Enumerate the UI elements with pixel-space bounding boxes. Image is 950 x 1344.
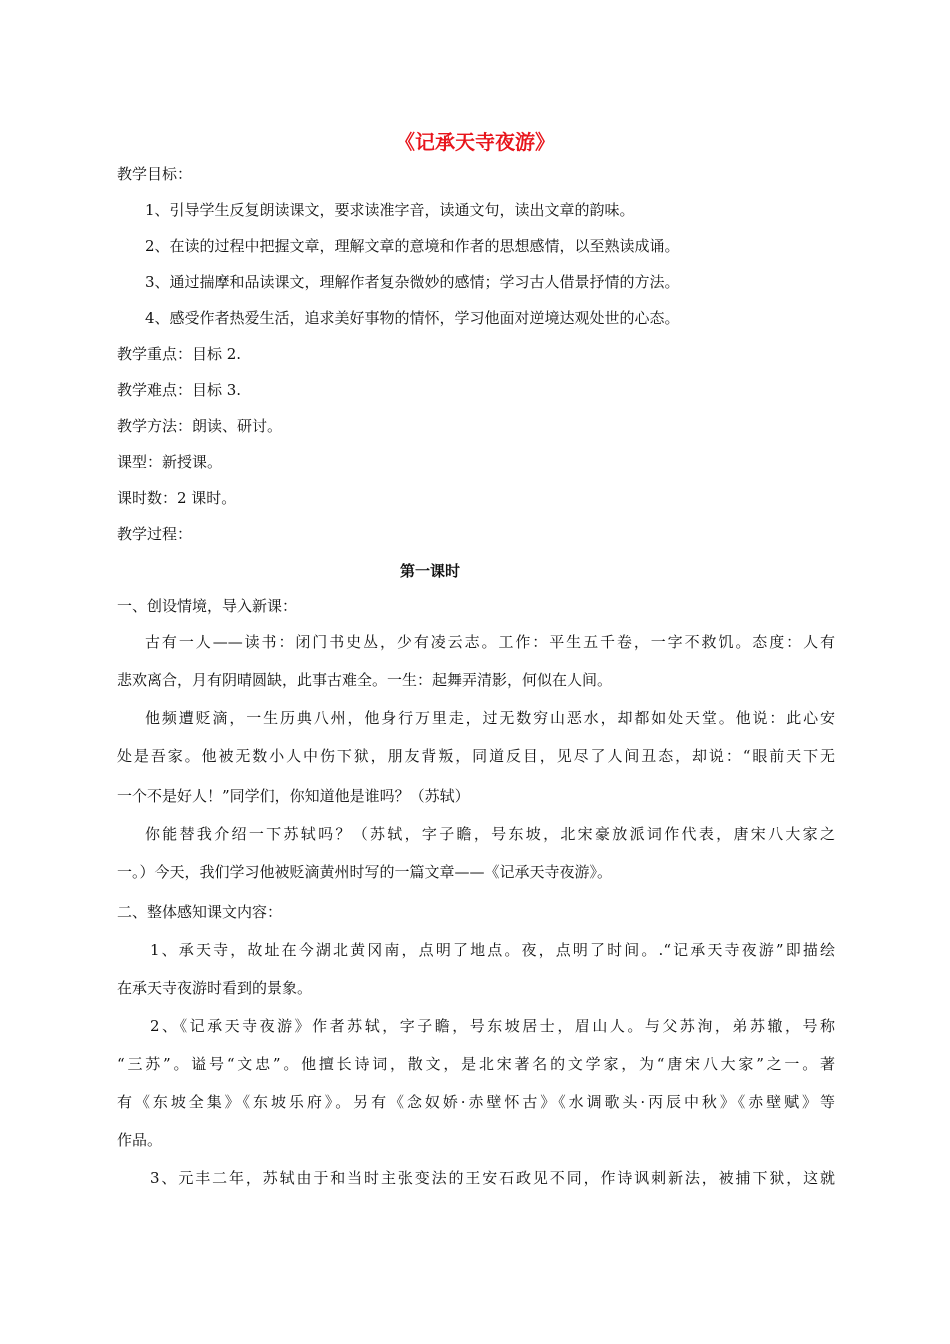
objective-item: 2、在读的过程中把握文章，理解文章的意境和作者的思想感情，以至熟读成诵。 (145, 237, 680, 255)
teaching-method: 教学方法：朗读、研讨。 (117, 417, 283, 435)
objective-item: 4、感受作者热爱生活，追求美好事物的情怀，学习他面对逆境达观处世的心态。 (145, 309, 680, 327)
paragraph-line: 悲欢离合，月有阴晴圆缺，此事古难全。一生：起舞弄清影，何似在人间。 (117, 671, 613, 689)
paragraph-line: “三苏”。谥号“文忠”。他擅长诗词，散文，是北宋著名的文学家，为“唐宋八大家”之一。著 (117, 1055, 835, 1073)
paragraph-line: 处是吾家。他被无数小人中伤下狱，朋友背叛，同道反目，见尽了人间丑态，却说：“眼前天下无 (117, 747, 835, 765)
objectives-heading: 教学目标： (117, 165, 193, 183)
paragraph-line: 作品。 (117, 1131, 163, 1149)
process-heading: 教学过程： (117, 525, 193, 543)
paragraph-line: 一。）今天，我们学习他被贬滴黄州时写的一篇文章——《记承天寺夜游》。 (117, 863, 613, 881)
paragraph-line: 1、承天寺，故址在今湖北黄冈南，点明了地点。夜，点明了时间。.“记承天寺夜游”即描绘 (150, 941, 835, 959)
section-heading: 一、创设情境，导入新课： (117, 597, 298, 615)
lesson-hours: 课时数：2 课时。 (117, 489, 237, 507)
paragraph-line: 2、《记承天寺夜游》作者苏轼，字子瞻，号东坡居士，眉山人。与父苏洵，弟苏辙，号称 (150, 1017, 835, 1035)
key-point: 教学重点：目标 2. (117, 345, 242, 363)
paragraph-line: 古有一人——读书：闭门书史丛，少有凌云志。工作：平生五千卷，一字不救饥。态度：人有 (145, 633, 835, 651)
document-title: 《记承天寺夜游》 (395, 130, 555, 154)
paragraph-line: 有《东坡全集》《东坡乐府》。另有《念奴娇·赤壁怀古》《水调歌头·丙辰中秋》《赤壁赋》等 (117, 1093, 835, 1111)
objective-item: 3、通过揣摩和品读课文，理解作者复杂微妙的感情；学习古人借景抒情的方法。 (145, 273, 680, 291)
session-title: 第一课时 (399, 562, 460, 580)
paragraph-line: 他频遭贬滴，一生历典八州，他身行万里走，过无数穷山恶水，却都如处天堂。他说：此心安 (145, 709, 835, 727)
objective-item: 1、引导学生反复朗读课文，要求读准字音，读通文句，读出文章的韵味。 (145, 201, 635, 219)
paragraph-line: 3、元丰二年，苏轼由于和当时主张变法的王安石政见不同，作诗讽刺新法，被捕下狱，这就 (150, 1169, 835, 1187)
lesson-type: 课型：新授课。 (117, 453, 223, 471)
paragraph-line: 你能替我介绍一下苏轼吗？（苏轼，字子瞻，号东坡，北宋豪放派词作代表，唐宋八大家之 (145, 825, 835, 843)
paragraph-line: 在承天寺夜游时看到的景象。 (117, 979, 313, 997)
section-heading: 二、整体感知课文内容： (117, 903, 283, 921)
paragraph-line: 一个不是好人！”同学们，你知道他是谁吗？（苏轼） (117, 787, 470, 805)
difficulty: 教学难点：目标 3. (117, 381, 242, 399)
